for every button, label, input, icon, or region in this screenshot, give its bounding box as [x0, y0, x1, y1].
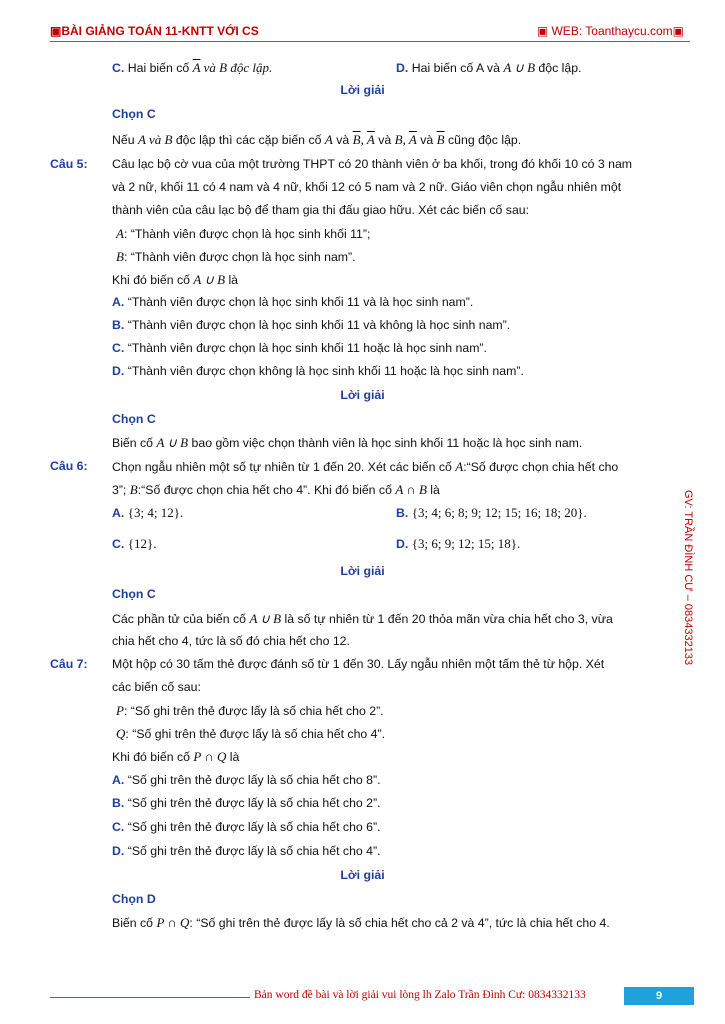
text: là [426, 483, 440, 497]
math: A ∪ B [156, 435, 189, 450]
text: : “Thành viên được chọn là học sinh nam”. [123, 250, 356, 264]
option-text: “Số ghi trên thẻ được lấy là số chia hết cho 6”. [124, 820, 381, 834]
option-label: D. [112, 844, 125, 858]
event-a [116, 226, 370, 242]
math: P [116, 703, 124, 718]
option-label: C. [112, 820, 125, 834]
text: Chọn ngẫu nhiên một số tự nhiên từ 1 đến 20. Xét các biến cố [112, 460, 456, 474]
footer-divider [50, 997, 250, 998]
side-author-text: GV: TRẦN ĐÌNH CƯ – 0834332133 [682, 490, 694, 666]
text: : “Số ghi trên thẻ được lấy là số chia hết cho 2”. [123, 704, 384, 718]
math: P ∩ Q [193, 749, 227, 764]
text: Các phần tử của biến cố [112, 612, 250, 626]
math: $\overline{B}$ [352, 132, 361, 147]
math: A và B [137, 132, 173, 147]
math: A [324, 132, 333, 147]
option-b [396, 505, 587, 521]
option-text: {3; 6; 9; 12; 15; 18}. [411, 536, 521, 551]
text: là [226, 750, 240, 764]
option-text: “Thành viên được chọn là học sinh khối 11 hoặc là học sinh nam”. [124, 341, 487, 355]
side-author [682, 490, 706, 690]
option-text: “Thành viên được chọn không là học sinh khối 11 hoặc là học sinh nam”. [124, 364, 524, 378]
page-number: 9 [624, 987, 694, 1005]
page-header [50, 24, 690, 40]
math: A [455, 459, 464, 474]
option-d [112, 364, 524, 378]
option-label: B. [396, 506, 409, 520]
question-6-text [112, 482, 440, 498]
option-text: “Thành viên được chọn là học sinh khối 11 và là học sinh nam”. [124, 295, 474, 309]
text: :“Số được chọn chia hết cho 4”. Khi đó biến cố [137, 483, 396, 497]
math-a-bar: $\overline{A}$ [192, 60, 201, 75]
chosen-answer: Chọn C [112, 412, 156, 426]
option-c [112, 341, 487, 355]
math: $\overline{A}$ [408, 132, 417, 147]
text: Khi đó biến cố [112, 750, 194, 764]
math: Q [116, 726, 126, 741]
text: Biến cố [112, 916, 157, 930]
option-b [112, 318, 510, 332]
question-7-text: các biến cố sau: [112, 680, 201, 694]
option-text: “Thành viên được chọn là học sinh khối 11 và không là học sinh nam”. [124, 318, 511, 332]
text: và [416, 133, 437, 147]
option-label: A. [112, 773, 125, 787]
text: : “Số ghi trên thẻ được lấy là số chia hết cho cả 2 và 4”, tức là chia hết cho 4. [189, 916, 610, 930]
text: và [332, 133, 353, 147]
text: là [225, 273, 239, 287]
option-text: “Số ghi trên thẻ được lấy là số chia hết cho 2”. [124, 796, 381, 810]
option-label: C. [112, 61, 125, 75]
option-label: C. [112, 537, 125, 551]
text: : “Thành viên được chọn là học sinh khối 11”; [123, 227, 371, 241]
option-d-prev [396, 60, 582, 76]
explanation [112, 435, 582, 451]
question-6-text [112, 459, 618, 475]
question-7-label: Câu 7: [50, 657, 88, 671]
text: :“Số được chọn chia hết cho [463, 460, 619, 474]
option-label: C. [112, 341, 125, 355]
option-label: D. [396, 537, 409, 551]
math: A ∩ B [395, 482, 427, 497]
option-c [112, 536, 156, 552]
option-label: B. [112, 318, 125, 332]
option-a [112, 505, 183, 521]
option-label: D. [112, 364, 125, 378]
option-text: “Số ghi trên thẻ được lấy là số chia hết cho 4”. [124, 844, 381, 858]
explanation: chia hết cho 4, tức là số đó chia hết cho 12. [112, 634, 350, 648]
option-text: Hai biến cố [124, 61, 193, 75]
option-text: “Số ghi trên thẻ được lấy là số chia hết cho 8”. [124, 773, 381, 787]
text: và [374, 133, 395, 147]
option-c [112, 820, 381, 834]
event-b [116, 249, 356, 265]
option-label: D. [396, 61, 409, 75]
text: là số tự nhiên từ 1 đến 20 thỏa mãn vừa chia hết cho 3, vừa [281, 612, 613, 626]
solution-heading: Lời giải [340, 83, 385, 97]
option-c-prev [112, 60, 272, 76]
text: bao gồm việc chọn thành viên là học sinh khối 11 hoặc là học sinh nam. [188, 436, 583, 450]
event-q [116, 726, 385, 742]
option-text: và B độc lập. [200, 60, 273, 75]
option-a [112, 295, 473, 309]
question-5-text: thành viên của câu lạc bộ để tham gia thi đấu giao hữu. Xét các biến cố sau: [112, 203, 530, 217]
question-5-text: và 2 nữ, khối 11 có 4 nam và 4 nữ, khối 12 có 5 nam và 2 nữ. Giáo viên chọn ngẫu nhiên một [112, 180, 622, 194]
solution-heading: Lời giải [340, 868, 385, 882]
header-divider [50, 41, 690, 42]
question-5-text: Câu lạc bộ cờ vua của một trường THPT có 20 thành viên ở ba khối, trong đó khối 10 có 3 nam [112, 157, 633, 171]
text: Nếu [112, 133, 138, 147]
math: $\overline{A}$ [366, 132, 375, 147]
math: , [402, 132, 409, 147]
option-text: {3; 4; 12}. [127, 505, 184, 520]
text: Khi đó biến cố [112, 273, 194, 287]
question-7-ask [112, 749, 239, 765]
chosen-answer: Chọn C [112, 587, 156, 601]
question-5-label: Câu 5: [50, 157, 88, 171]
header-title: ▣BÀI GIẢNG TOÁN 11-KNTT VỚI CS [50, 24, 259, 38]
option-b [112, 796, 381, 810]
chosen-answer: Chọn D [112, 892, 156, 906]
explanation [112, 132, 521, 148]
text: cũng độc lập. [444, 133, 522, 147]
text: : “Số ghi trên thẻ được lấy là số chia hết cho 4”. [125, 727, 386, 741]
option-d [112, 844, 381, 858]
math: $\overline{B}$ [436, 132, 445, 147]
math: B [394, 132, 403, 147]
solution-heading: Lời giải [340, 564, 385, 578]
option-text: Hai biến cố A và [408, 61, 504, 75]
math: B [129, 482, 138, 497]
question-5-ask [112, 272, 238, 288]
explanation [112, 611, 613, 627]
option-label: A. [112, 506, 125, 520]
option-d [396, 536, 520, 552]
question-6-label: Câu 6: [50, 459, 88, 473]
text: độc lập thì các cặp biến cố [172, 133, 325, 147]
chosen-answer: Chọn C [112, 107, 156, 121]
option-a [112, 773, 381, 787]
option-text: {3; 4; 6; 8; 9; 12; 15; 16; 18; 20}. [411, 505, 587, 520]
option-text: {12}. [127, 536, 157, 551]
solution-heading: Lời giải [340, 388, 385, 402]
text: Biến cố [112, 436, 157, 450]
math: A ∪ B [193, 272, 226, 287]
option-label: B. [112, 796, 125, 810]
math: P ∩ Q [156, 915, 190, 930]
math: , [360, 132, 367, 147]
math: A [116, 226, 124, 241]
header-website: ▣ WEB: Toanthaycu.com▣ [536, 24, 684, 38]
explanation [112, 915, 610, 931]
math: A ∪ B [503, 60, 536, 75]
option-text: độc lập. [535, 61, 582, 75]
option-label: A. [112, 295, 125, 309]
question-7-text: Một hộp có 30 tấm thẻ được đánh số từ 1 đến 30. Lấy ngẫu nhiên một tấm thẻ từ hộp. Xét [112, 657, 605, 671]
math: B [116, 249, 124, 264]
text: 3”; [112, 483, 130, 497]
event-p [116, 703, 384, 719]
math: A ∪ B [249, 611, 282, 626]
footer-contact: Bản word đề bài và lời giải vui lòng lh Zalo Trần Đình Cư: 0834332133 [254, 989, 586, 1001]
